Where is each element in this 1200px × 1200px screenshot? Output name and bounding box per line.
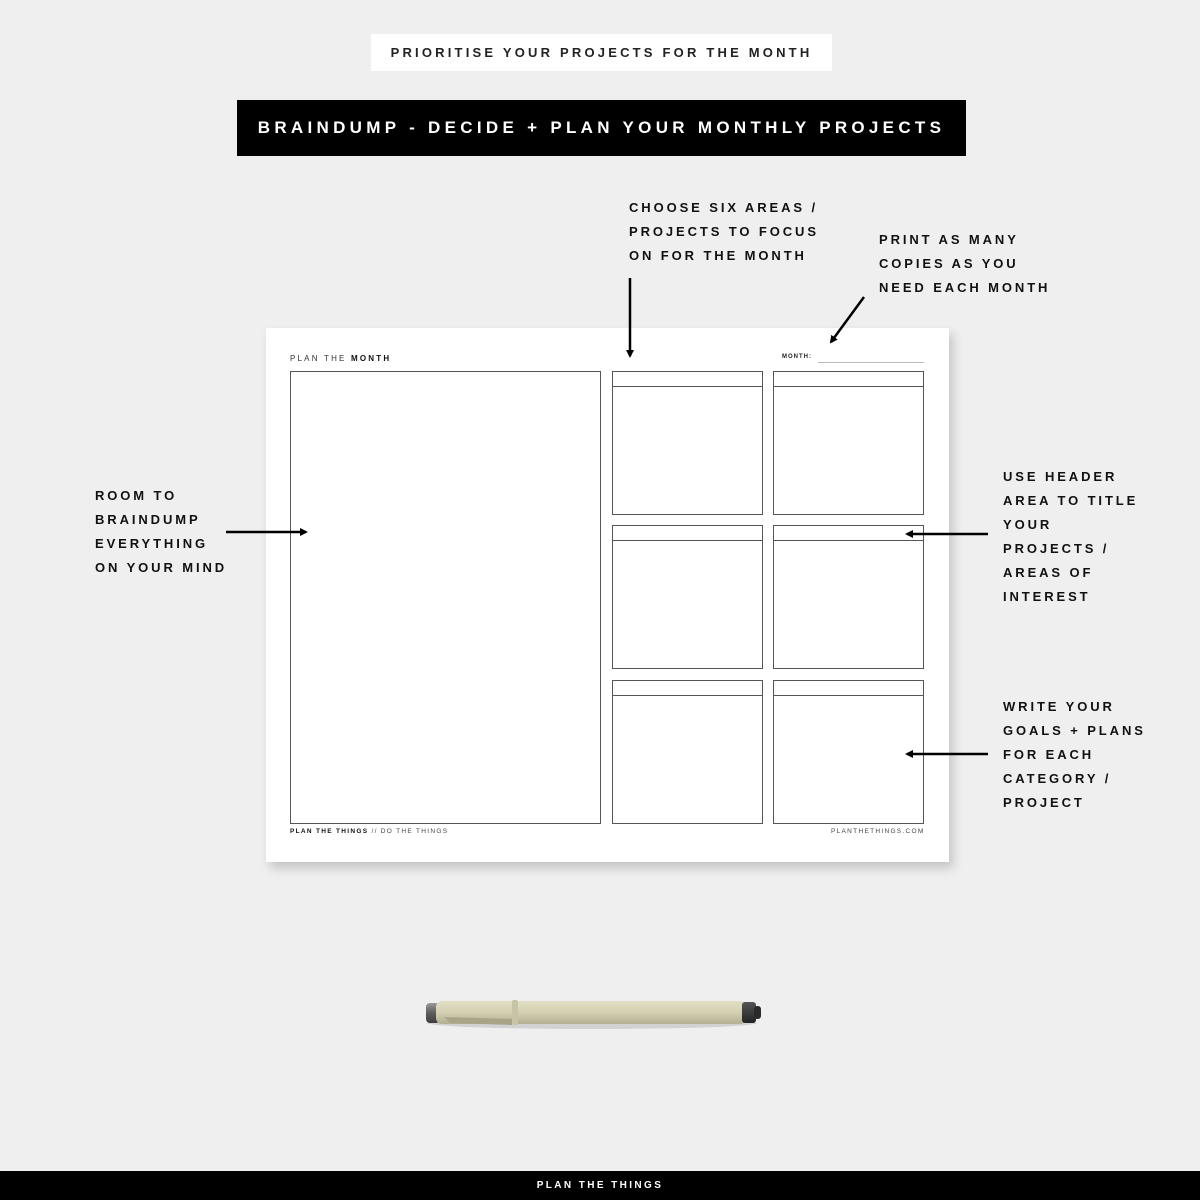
- footer-tagline: // DO THE THINGS: [368, 828, 449, 835]
- note-line: WRITE YOUR: [1003, 699, 1115, 714]
- sheet-title-prefix: PLAN THE: [290, 354, 351, 363]
- note-line: EVERYTHING: [95, 536, 209, 551]
- sheet-title-bold: MONTH: [351, 354, 392, 363]
- bottom-brand-bar: PLAN THE THINGS: [0, 1171, 1200, 1200]
- note-line: PROJECTS TO FOCUS: [629, 224, 819, 239]
- note-line: ON FOR THE MONTH: [629, 248, 807, 263]
- top-label: PRIORITISE YOUR PROJECTS FOR THE MONTH: [371, 34, 832, 71]
- note-line: AREAS OF: [1003, 565, 1094, 580]
- main-banner: BRAINDUMP - DECIDE + PLAN YOUR MONTHLY PROJECTS: [237, 100, 966, 156]
- note-line: CATEGORY /: [1003, 771, 1112, 786]
- note-line: USE HEADER: [1003, 469, 1118, 484]
- note-line: GOALS + PLANS: [1003, 723, 1146, 738]
- note-line: INTEREST: [1003, 589, 1091, 604]
- note-line: NEED EACH MONTH: [879, 280, 1051, 295]
- note-line: PRINT AS MANY: [879, 232, 1019, 247]
- note-line: ROOM TO: [95, 488, 178, 503]
- arrow-diagonal-icon: [831, 297, 864, 342]
- footer-brand: PLAN THE THINGS: [290, 828, 369, 835]
- sheet-footer-url: PLANTHETHINGS.COM: [831, 828, 925, 835]
- note-line: FOR EACH: [1003, 747, 1095, 762]
- note-line: YOUR: [1003, 517, 1053, 532]
- note-line: PROJECT: [1003, 795, 1085, 810]
- month-label: MONTH:: [782, 354, 812, 360]
- note-line: BRAINDUMP: [95, 512, 201, 527]
- note-line: PROJECTS /: [1003, 541, 1110, 556]
- note-line: CHOOSE SIX AREAS /: [629, 200, 818, 215]
- note-line: COPIES AS YOU: [879, 256, 1019, 271]
- pen-icon: [420, 995, 770, 1035]
- note-line: AREA TO TITLE: [1003, 493, 1139, 508]
- note-line: ON YOUR MIND: [95, 560, 228, 575]
